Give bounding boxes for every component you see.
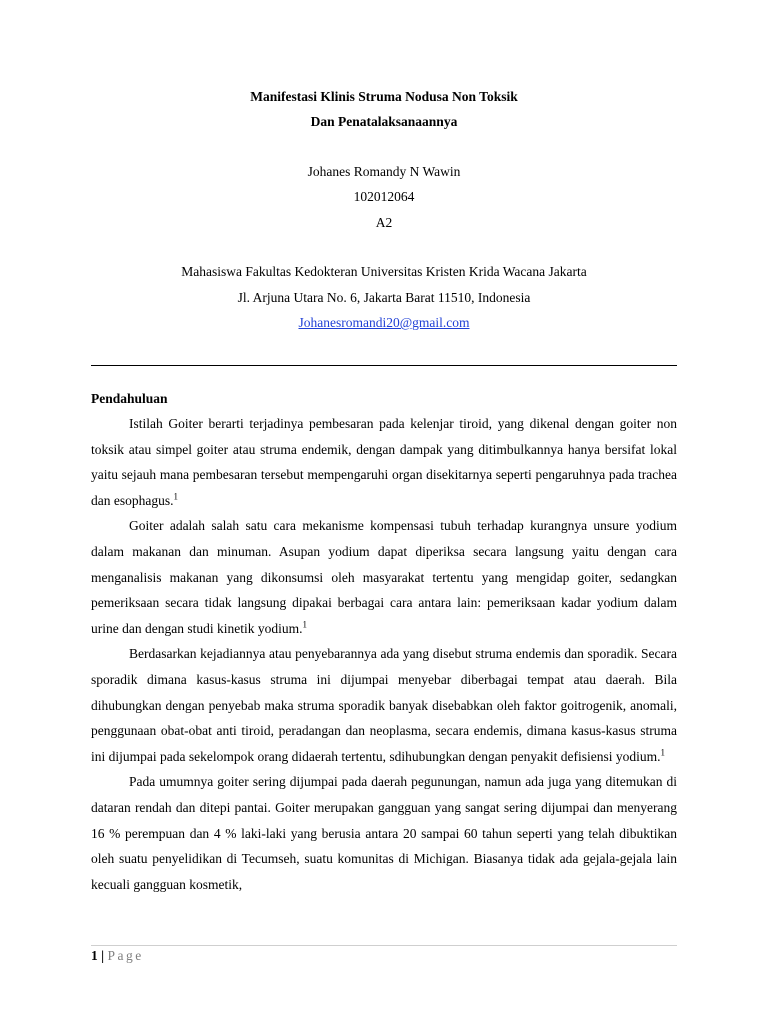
page-number: 1	[91, 948, 98, 963]
paragraph-4	[91, 769, 677, 897]
page-label: Page	[107, 948, 144, 963]
paragraph-1	[91, 411, 677, 513]
section-body	[91, 411, 677, 897]
title-line-2: Dan Penatalaksanaannya	[310, 114, 458, 129]
paragraph-2	[91, 513, 677, 641]
paragraph-text: Istilah Goiter berarti terjadinya pembesaran pada kelenjar tiroid, yang dikenal dengan goiter non toksik atau simpel goiter atau struma endemik, dengan dampak yang ditimbulkannya hanya bersifat lokal yaitu sejauh mana pembesaran tersebut mempengaruhi organ disekitarnya seperti pengaruhnya pada trachea dan esophagus.	[91, 416, 677, 508]
email-line	[0, 315, 768, 331]
student-id: 102012064	[353, 189, 415, 204]
page-footer	[91, 948, 144, 964]
reference-marker: 1	[302, 619, 307, 630]
header-divider	[91, 365, 677, 366]
footer-divider	[91, 945, 677, 946]
address: Jl. Arjuna Utara No. 6, Jakarta Barat 11510, Indonesia	[237, 290, 531, 305]
footer-separator: |	[101, 948, 105, 963]
section-heading: Pendahuluan	[91, 391, 168, 406]
reference-marker: 1	[173, 491, 178, 502]
paragraph-3	[91, 641, 677, 769]
paragraph-text: Pada umumnya goiter sering dijumpai pada daerah pegunungan, namun ada juga yang ditemukan di dataran rendah dan ditepi pantai. Goiter merupakan gangguan yang sangat sering dijumpai dan menyerang 16 % perempuan dan 4 % laki-laki yang berusia antara 20 sampai 60 tahun seperti yang telah dibuktikan oleh suatu penyelidikan di Tecumseh, suatu komunitas di Michigan. Biasanya tidak ada gejala-gejala lain kecuali gangguan kosmetik,	[91, 774, 677, 892]
group-code: A2	[375, 215, 393, 230]
paragraph-text: Berdasarkan kejadiannya atau penyebarannya ada yang disebut struma endemis dan sporadik. Secara sporadik dimana kasus-kasus struma ini dijumpai menyebar diberbagai tempat atau daerah. Bila dihubungkan dengan penyebab maka struma sporadik banyak disebabkan oleh faktor goitrogenik, anomali, penggunaan obat-obat anti tiroid, peradangan dan neoplasma, secara endemis, dimana kasus-kasus struma ini dijumpai pada sekelompok orang didaerah tertentu, sdihubungkan dengan penyakit defisiensi yodium.	[91, 646, 677, 764]
title-line-1: Manifestasi Klinis Struma Nodusa Non Toksik	[250, 89, 518, 104]
author-name: Johanes Romandy N Wawin	[307, 164, 461, 179]
paragraph-text: Goiter adalah salah satu cara mekanisme kompensasi tubuh terhadap kurangnya unsure yodium dalam makanan dan minuman. Asupan yodium dapat diperiksa secara langsung yaitu dengan cara menganalisis makanan yang dikonsumsi oleh masyarakat tertentu yang mengidap goiter, sedangkan pemeriksaan secara tidak langsung dipakai berbagai cara antara lain: pemeriksaan kadar yodium dalam urine dan dengan studi kinetik yodium.	[91, 518, 677, 636]
affiliation: Mahasiswa Fakultas Kedokteran Universitas Kristen Krida Wacana Jakarta	[181, 264, 587, 279]
email-link[interactable]: Johanesromandi20@gmail.com	[298, 315, 470, 330]
reference-marker: 1	[660, 747, 665, 758]
